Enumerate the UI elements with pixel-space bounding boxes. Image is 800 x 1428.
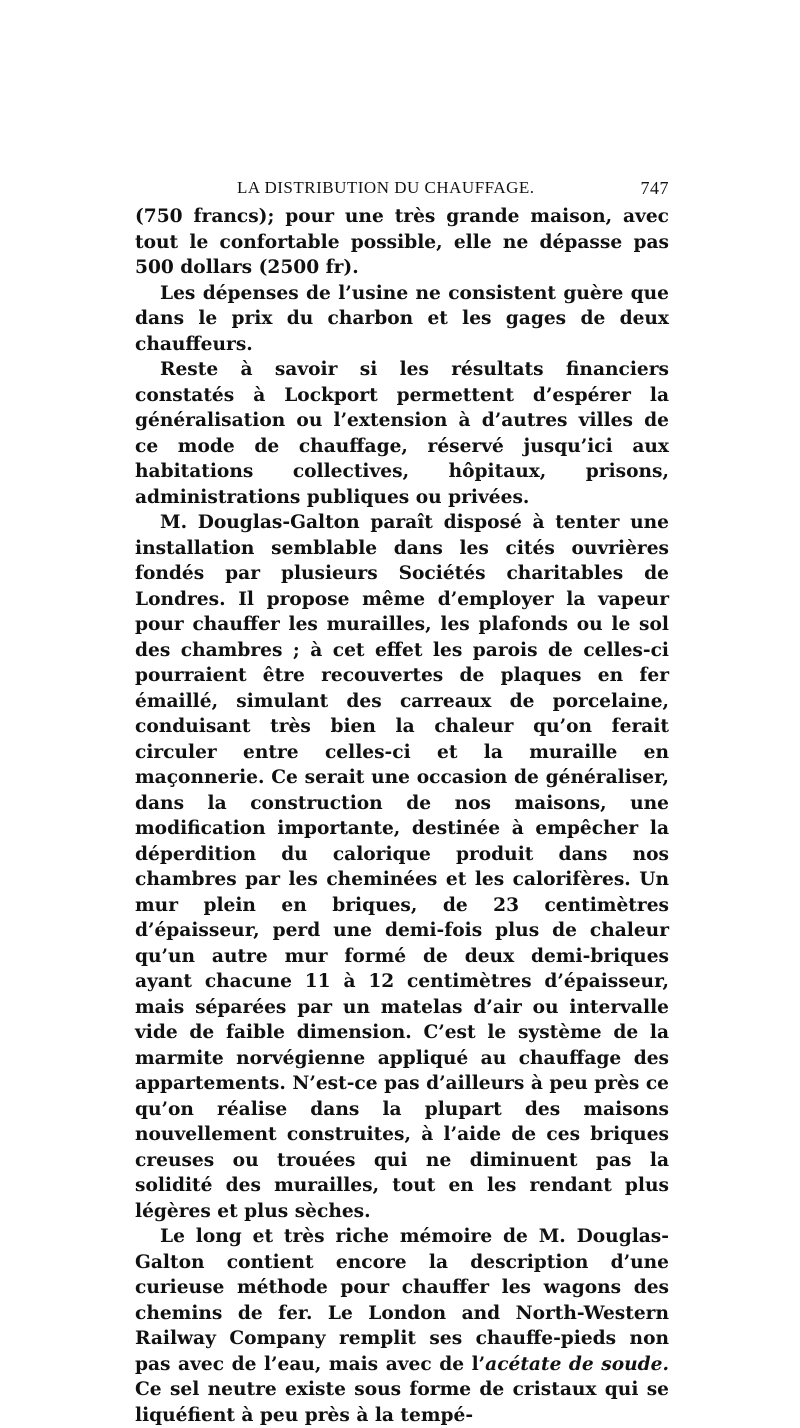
paragraph-wagons-end: Ce sel neutre existe sous forme de cristaux qui se liquéfient à peu près à la tempé- — [135, 1379, 669, 1426]
book-page — [135, 170, 669, 1428]
running-title: LA DISTRIBUTION DU CHAUFFAGE. — [237, 178, 535, 197]
paragraph-wagons-text: Le long et très riche mémoire de M. Douglas-Galton contient encore la description d’une curieuse méthode pour chauffer les wagons des chemins de fer. Le London and North-Western Railway Company remplit ses chauffe-pieds non pas avec de l’eau, mais avec de l’ — [135, 1226, 669, 1375]
paragraph-douglas-galton: M. Douglas-Galton paraît disposé à tenter une installation semblable dans les cités ouvrières fondés par plusieurs Sociétés charitables de Londres. Il propose même d’employer la vapeur pour chauffer les murailles, les plafonds ou le sol des chambres ; à cet effet les parois de celles-ci pourraient être recouvertes de plaques en fer émaillé, simulant des carreaux de porcelaine, conduisant très bien la chaleur qu’on ferait circuler entre celles-ci et la muraille en maçonnerie. Ce serait une occasion de généraliser, dans la construction de nos maisons, une modification importante, destinée à empêcher la déperdition du calorique produit dans nos chambres par les cheminées et les calorifères. Un mur plein en briques, de 23 centimètres d’épaisseur, perd une demi-fois plus de chaleur qu’un autre mur formé de deux demi-briques ayant chacune 11 à 12 centimètres d’épaisseur, mais séparées par un matelas d’air ou intervalle vide de faible dimension. C’est le système de la marmite norvégienne appliqué au chauffage des appartements. N’est-ce pas d’ailleurs à peu près ce qu’on réalise dans la plupart des maisons nouvellement construites, à l’aide de ces briques creuses ou trouées qui ne diminuent pas la solidité des murailles, tout en les rendant plus légères et plus sèches. — [135, 512, 669, 1222]
paragraph-lockport: Reste à savoir si les résultats financiers constatés à Lockport permettent d’espérer la généralisation ou l’extension à d’autres villes de ce mode de chauffage, réservé jusqu’ici aux habitations collectives, hôpitaux, prisons, administrations publiques ou privées. — [135, 359, 669, 508]
paragraph-usine: Les dépenses de l’usine ne consistent guère que dans le prix du charbon et les gages de deux chauffeurs. — [135, 282, 669, 355]
italic-term: acétate de soude. — [485, 1353, 669, 1375]
paragraph-wagons — [135, 1224, 669, 1428]
paragraph-continuation: (750 francs); pour une très grande maison, avec tout le confortable possible, elle ne dépasse pas 500 dollars (2500 fr). — [135, 206, 669, 278]
page-number: 747 — [640, 178, 669, 198]
body-text — [135, 204, 669, 1428]
page-header — [135, 170, 669, 204]
